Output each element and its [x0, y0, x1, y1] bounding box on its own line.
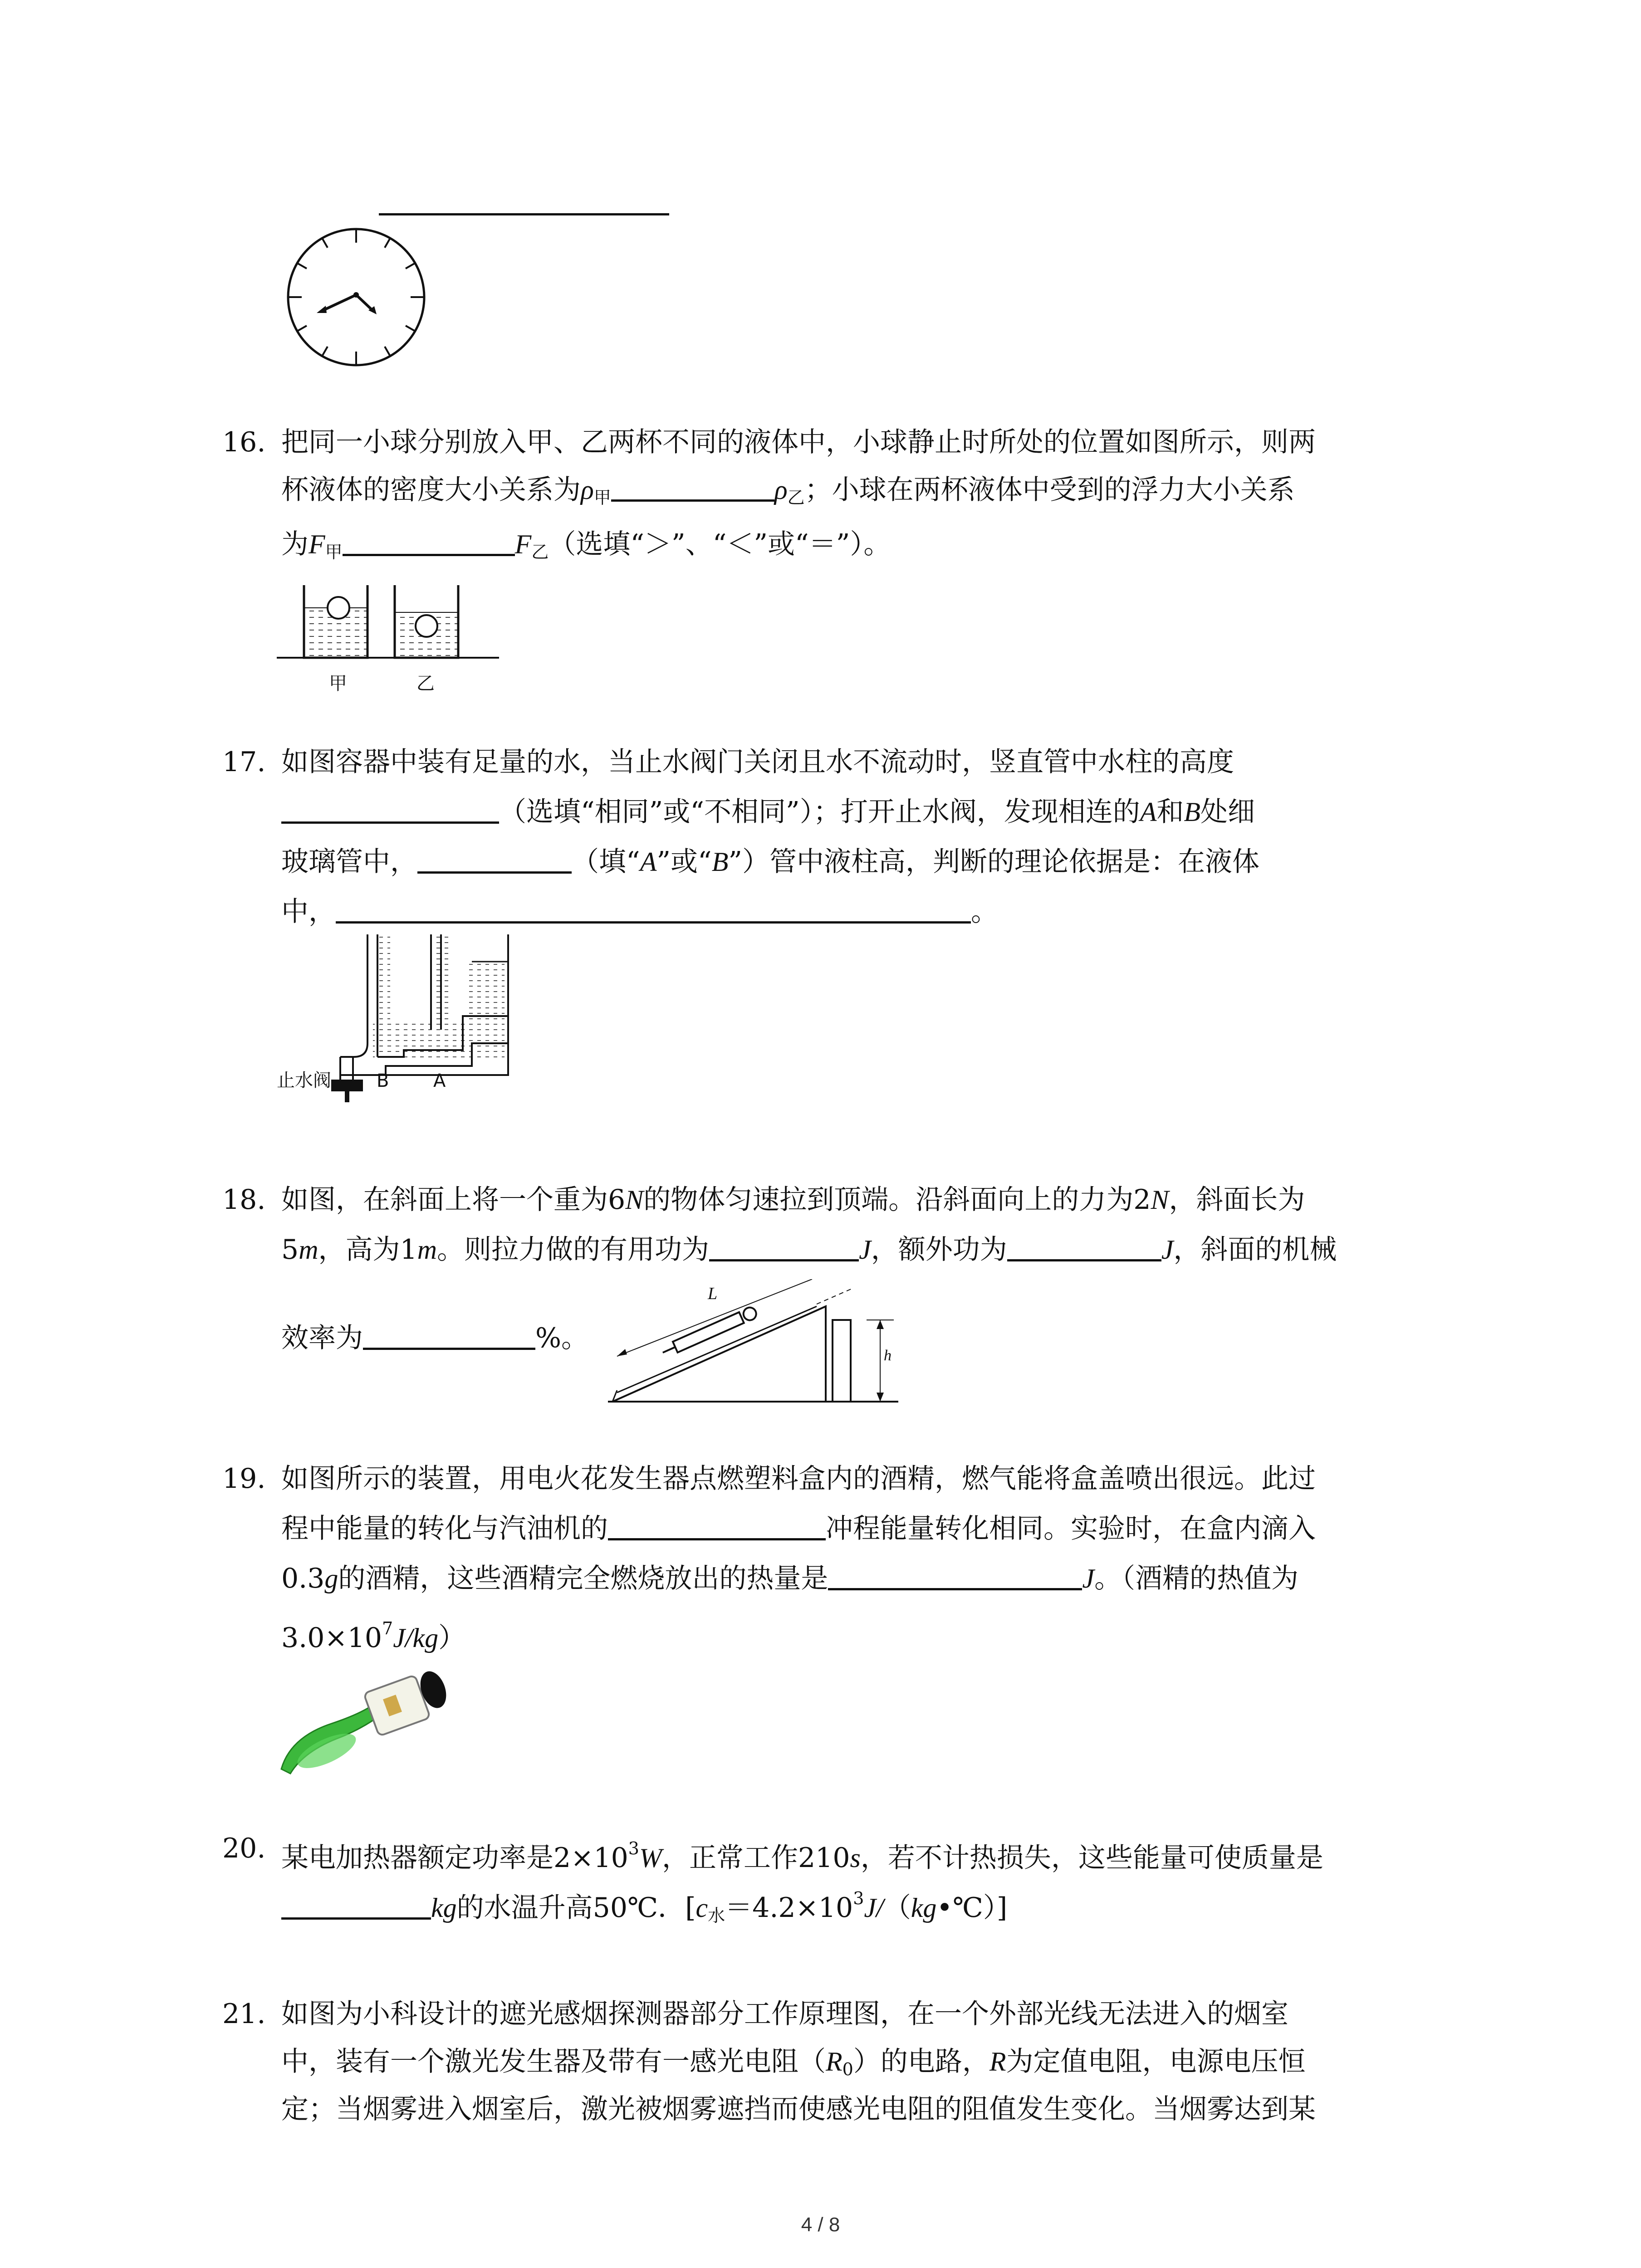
q20-mass-blank[interactable] [281, 1890, 431, 1920]
q18-fig-label-h: h [884, 1347, 892, 1364]
q19-line2: 程中能量的转化与汽油机的 冲程能量转化相同。实验时，在盒内滴入 [281, 1510, 1450, 1547]
q17-valve-label: 止水阀 [277, 1070, 331, 1091]
q21-number: 21. [222, 1998, 266, 2030]
q18-fig-label-l: L [708, 1284, 718, 1303]
q17-line2: （选填“相同”或“不相同”）；打开止水阀，发现相连的A和B处细 [281, 794, 1450, 830]
q18-line2: 5m，高为1m。则拉力做的有用功为 J，额外功为 J，斜面的机械 [281, 1232, 1450, 1268]
q17-fig-label-b: B [377, 1070, 389, 1091]
q16-number: 16. [222, 426, 266, 458]
page-number: 4 / 8 [801, 2214, 840, 2236]
q21-line2: 中，装有一个激光发生器及带有一感光电阻$(R_0)$的电路，R为定值电阻，电源电压恒 [281, 2046, 1306, 2079]
q16-cups-figure [272, 576, 508, 694]
q17-height-blank[interactable] [281, 794, 499, 824]
q17-fig-label-a: A [433, 1070, 446, 1091]
q19-line4: $3.0\times 10^7J/kg$） [281, 1618, 466, 1654]
q17-number: 17. [222, 746, 266, 778]
q18-useful-work-blank[interactable] [709, 1232, 859, 1261]
q17-reason-blank[interactable] [336, 894, 971, 924]
q17-line4: 中， 。 [281, 894, 1450, 930]
q18-extra-work-blank[interactable] [1007, 1232, 1161, 1261]
q16-density-blank[interactable] [611, 472, 774, 502]
q16-line2: 杯液体的密度大小关系为$\rho_甲$ $\rho_乙$；小球在两杯液体中受到的浮力大小关系 [281, 472, 1450, 516]
q17-tube-blank[interactable] [417, 844, 572, 874]
q18-line1: 如图，在斜面上将一个重为6N的物体匀速拉到顶端。沿斜面向上的力为2N，斜面长为 [281, 1184, 1305, 1216]
q21-line3: 定；当烟雾进入烟室后，激光被烟雾遮挡而使感光电阻的阻值发生变化。当烟雾达到某 [281, 2093, 1316, 2125]
clock-dial-figure [281, 222, 431, 372]
q17-line1: 如图容器中装有足量的水，当止水阀门关闭且水不流动时，竖直管中水柱的高度 [281, 746, 1234, 778]
q21-line1: 如图为小科设计的遮光感烟探测器部分工作原理图，在一个外部光线无法进入的烟室 [281, 1998, 1288, 2030]
q19-heat-blank[interactable] [828, 1561, 1082, 1590]
q16-label-yi: 乙 [416, 673, 435, 694]
q20-line2: kg的水温升高50℃．$[c_水=4.2\times 10^3J/(kg•℃)]$ [281, 1880, 1450, 1934]
q20-number: 20. [222, 1833, 266, 1864]
q16-line1: 把同一小球分别放入甲、乙两杯不同的液体中，小球静止时所处的位置如图所示，则两 [281, 426, 1316, 458]
q15-answer-blank [379, 213, 669, 215]
q16-label-jia: 甲 [329, 673, 347, 694]
q20-line1: 某电加热器额定功率是$2\times 10^3W$，正常工作210s，若不计热损失，这些能量可使质量是 [281, 1838, 1323, 1874]
q16-buoyancy-blank[interactable] [343, 527, 515, 556]
q18-line3: 效率为 %。 [281, 1320, 1450, 1356]
q19-line1: 如图所示的装置，用电火花发生器点燃塑料盒内的酒精，燃气能将盒盖喷出很远。此过 [281, 1463, 1316, 1495]
q18-number: 18. [222, 1184, 266, 1216]
q16-line3: 为$F_甲$ $F_乙$（选填“＞”、“＜”或“＝”）。 [281, 526, 1450, 570]
q19-line3: 0.3g的酒精，这些酒精完全燃烧放出的热量是 J。（酒精的热值为 [281, 1560, 1450, 1597]
q18-efficiency-blank[interactable] [363, 1320, 535, 1350]
q19-stroke-blank[interactable] [608, 1511, 826, 1540]
q17-line3: 玻璃管中， （填“A”或“B”）管中液柱高，判断的理论依据是：在液体 [281, 844, 1450, 880]
q19-number: 19. [222, 1463, 266, 1495]
q19-spark-device-figure [272, 1660, 472, 1778]
q18-incline-figure [599, 1279, 907, 1415]
